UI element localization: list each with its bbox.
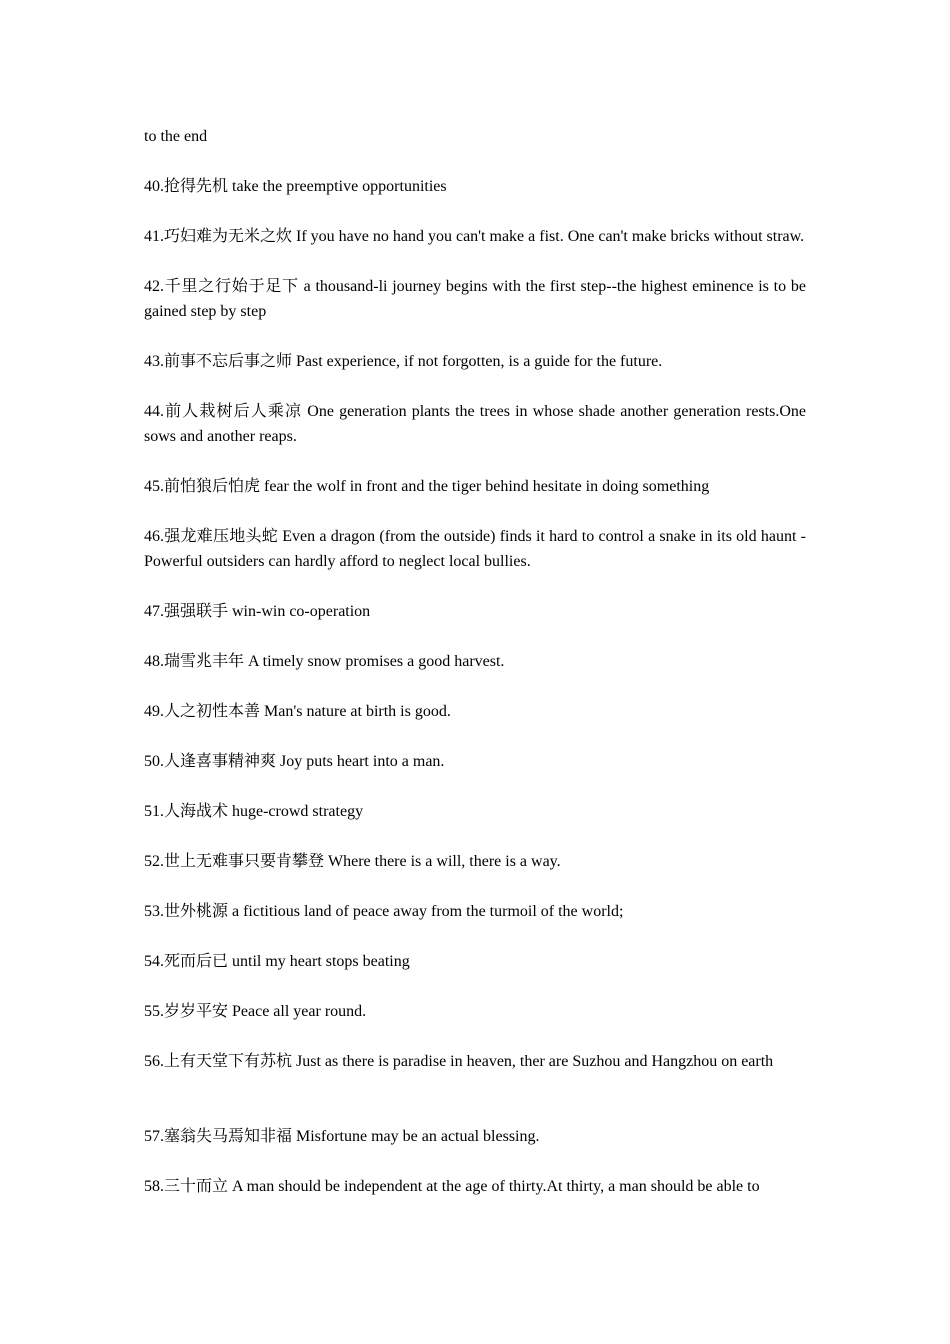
paragraph-proverb-52: 52.世上无难事只要肯攀登 Where there is a will, there is a way. bbox=[144, 853, 561, 870]
paragraph-proverb-57: 57.塞翁失马焉知非福 Misfortune may be an actual blessing. bbox=[144, 1128, 540, 1145]
paragraph-proverb-50: 50.人逢喜事精神爽 Joy puts heart into a man. bbox=[144, 753, 445, 770]
paragraph-proverb-41: 41.巧妇难为无米之炊 If you have no hand you can't make a fist. One can't make bricks without straw. bbox=[144, 228, 805, 245]
paragraph-proverb-51: 51.人海战术 huge-crowd strategy bbox=[144, 803, 364, 820]
paragraph-proverb-45: 45.前怕狼后怕虎 fear the wolf in front and the tiger behind hesitate in doing something bbox=[144, 478, 710, 495]
document-page bbox=[144, 124, 806, 1224]
paragraph-continuation: to the end bbox=[144, 128, 208, 145]
paragraph-proverb-44: 44.前人栽树后人乘凉 One generation plants the trees in whose shade another generation rests.One sows and another reaps. bbox=[144, 403, 806, 445]
paragraph-proverb-48: 48.瑞雪兆丰年 A timely snow promises a good harvest. bbox=[144, 653, 505, 670]
paragraph-proverb-42: 42.千里之行始于足下 a thousand-li journey begins with the first step--the highest eminence is to be gained step by step bbox=[144, 278, 806, 320]
paragraph-proverb-43: 43.前事不忘后事之师 Past experience, if not forgotten, is a guide for the future. bbox=[144, 353, 663, 370]
paragraph-proverb-53: 53.世外桃源 a fictitious land of peace away from the turmoil of the world; bbox=[144, 903, 624, 920]
paragraph-proverb-46: 46.强龙难压地头蛇 Even a dragon (from the outside) finds it hard to control a snake in its old haunt - Powerful outsiders can hardly afford to neglect local bullies. bbox=[144, 528, 806, 570]
paragraph-proverb-40: 40.抢得先机 take the preemptive opportunities bbox=[144, 178, 447, 195]
paragraph-proverb-58: 58.三十而立 A man should be independent at the age of thirty.At thirty, a man should be able to bbox=[144, 1178, 760, 1195]
paragraph-proverb-47: 47.强强联手 win-win co-operation bbox=[144, 603, 371, 620]
paragraph-proverb-49: 49.人之初性本善 Man's nature at birth is good. bbox=[144, 703, 451, 720]
paragraph-proverb-54: 54.死而后已 until my heart stops beating bbox=[144, 953, 410, 970]
paragraph-proverb-56: 56.上有天堂下有苏杭 Just as there is paradise in heaven, ther are Suzhou and Hangzhou on earth bbox=[144, 1053, 774, 1070]
paragraph-proverb-55: 55.岁岁平安 Peace all year round. bbox=[144, 1003, 367, 1020]
